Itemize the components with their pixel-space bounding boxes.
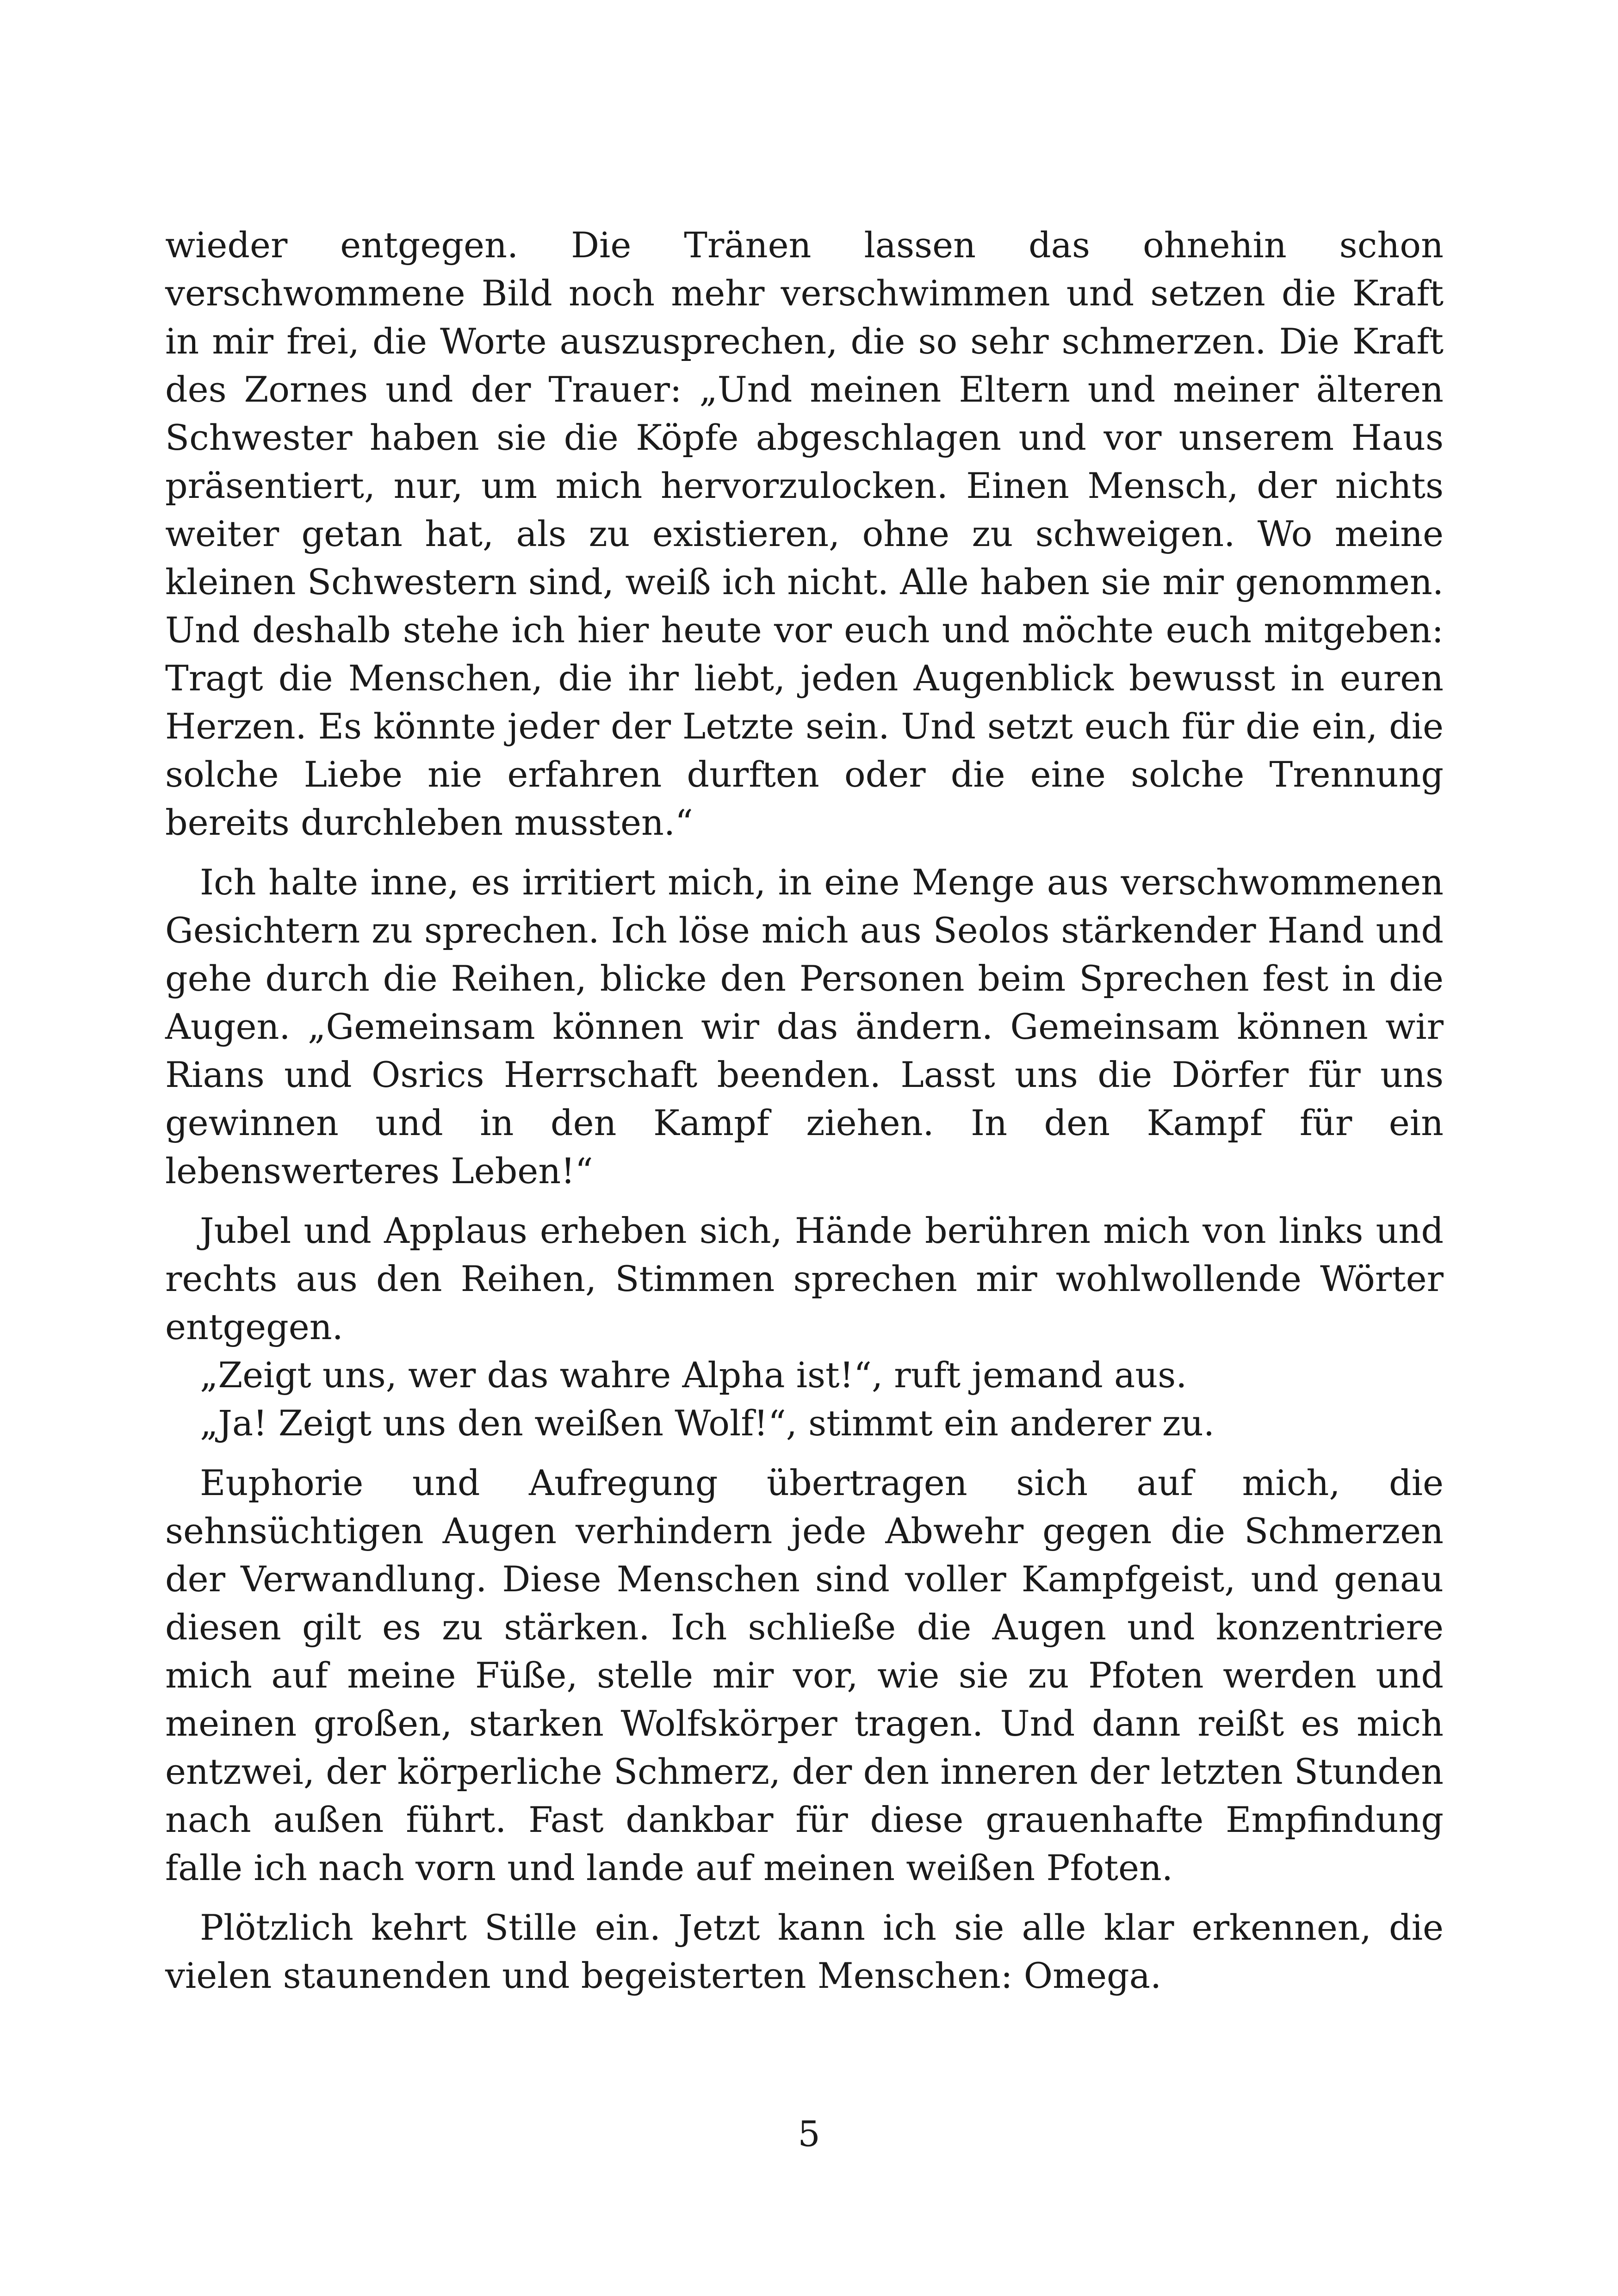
paragraph-1: wieder entgegen. Die Tränen lassen das ohnehin schon verschwommene Bild noch mehr verschwimmen und setzen die Kraft in mir frei, die Worte auszusprechen, die so sehr schmerzen. Die Kraft des Zornes und der Trauer: „Und meinen Eltern und meiner älteren Schwester haben sie die Köpfe abgeschlagen und vor unserem Haus präsentiert, nur, um mich hervorzulocken. Einen Mensch, der nichts weiter getan hat, als zu existieren, ohne zu schweigen. Wo meine kleinen Schwestern sind, weiß ich nicht. Alle haben sie mir genommen. Und deshalb stehe ich hier heute vor euch und möchte euch mitgeben: Tragt die Menschen, die ihr liebt, jeden Augenblick bewusst in euren Herzen. Es könnte jeder der Letzte sein. Und setzt euch für die ein, die solche Liebe nie erfahren durften oder die eine solche Trennung bereits durchleben mussten.“ bbox=[165, 224, 1444, 843]
paragraph-7: Plötzlich kehrt Stille ein. Jetzt kann ich sie alle klar erkennen, die vielen staunenden und begeisterten Menschen: Omega. bbox=[165, 1907, 1444, 1996]
paragraph-3: Jubel und Applaus erheben sich, Hände berühren mich von links und rechts aus den Reihen, Stimmen sprechen mir wohlwollende Wörter entgegen. bbox=[165, 1210, 1444, 1347]
page-number: 5 bbox=[798, 2113, 820, 2154]
paragraph-6: Euphorie und Aufregung übertragen sich auf mich, die sehnsüchtigen Augen verhindern jede Abwehr gegen die Schmerzen der Verwandlung. Diese Menschen sind voller Kampfgeist, und genau diesen gilt es zu stärken. Ich schließe die Augen und konzentriere mich auf meine Füße, stelle mir vor, wie sie zu Pfoten werden und meinen großen, starken Wolfskörper tragen. Und dann reißt es mich entzwei, der körperliche Schmerz, der den inneren der letzten Stunden nach außen führt. Fast dankbar für diese grauenhafte Empfindung falle ich nach vorn und lande auf meinen weißen Pfoten. bbox=[165, 1462, 1444, 1888]
paragraph-4: „Zeigt uns, wer das wahre Alpha ist!“, ruft jemand aus. bbox=[200, 1354, 1187, 1396]
paragraph-2: Ich halte inne, es irritiert mich, in eine Menge aus verschwommenen Gesichtern zu sprechen. Ich löse mich aus Seolos stärkender Hand und gehe durch die Reihen, blicke den Personen beim Sprechen fest in die Augen. „Gemeinsam können wir das ändern. Gemeinsam können wir Rians und Osrics Herrschaft beenden. Lasst uns die Dörfer für uns gewinnen und in den Kampf ziehen. In den Kampf für ein lebenswerteres Leben!“ bbox=[165, 862, 1444, 1191]
body-text bbox=[165, 221, 1444, 2000]
paragraph-5: „Ja! Zeigt uns den weißen Wolf!“, stimmt ein anderer zu. bbox=[200, 1402, 1215, 1444]
